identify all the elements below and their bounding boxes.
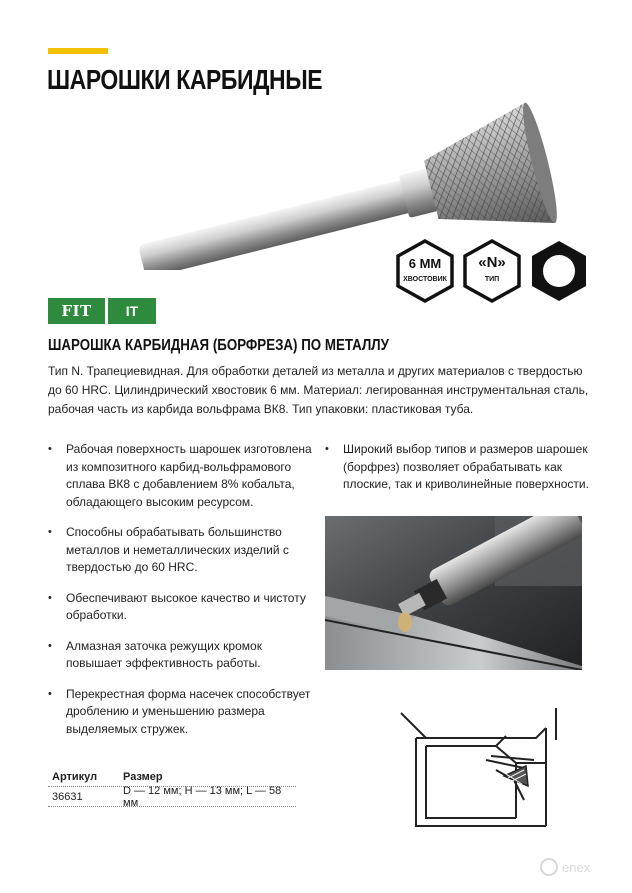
feature-item: • Широкий выбор типов и размеров шарошек (борфрез) позволяет обрабатывать как плоские, так и криволинейные поверхности. (325, 441, 595, 494)
spec-badges (394, 238, 592, 304)
feature-item: • Перекрестная форма насечек способствует дроблению и уменьшению размера выделяемых стружек. (48, 686, 313, 739)
product-description: Тип N. Трапециевидная. Для обработки деталей из металла и других материалов с твердостью до 60 HRC. Цилиндрический хвостовик 6 мм. Материал: легированная инструментальная сталь, рабочая часть из карбида вольфрама ВК8. Тип упаковки: пластиковая туба. (48, 364, 589, 416)
hex-shank-badge (528, 238, 590, 304)
table-header-size: Размер (123, 770, 163, 783)
page-title: ШАРОШКИ КАРБИДНЫЕ (47, 64, 323, 95)
technical-drawing (396, 708, 582, 834)
table-cell-size: D — 12 мм; H — 13 мм; L — 58 мм (123, 784, 282, 809)
specs-table (48, 767, 296, 807)
feature-item: • Способны обрабатывать большинство металлов и неметаллических изделий с твердостью до 60 HRC. (48, 524, 313, 577)
feature-item: • Алмазная заточка режущих кромок повышает эффективность работы. (48, 638, 313, 673)
shank-badge-value: 6 ММ (408, 256, 442, 271)
watermark-logo-icon (540, 858, 558, 876)
category-badge: IT (108, 298, 156, 324)
hex-socket-icon (528, 238, 590, 304)
watermark-text: enex (562, 859, 591, 875)
title-accent-bar (48, 48, 108, 54)
hexagon-outline-icon (394, 238, 456, 304)
shank-badge-label: ХВОСТОВИК (403, 276, 447, 283)
usage-photo (325, 516, 582, 670)
features-list-right (325, 441, 595, 494)
hexagon-outline-icon (461, 238, 523, 304)
table-cell-article: 36631 (52, 790, 83, 803)
feature-item: • Рабочая поверхность шарошек изготовлена из композитного карбид-вольфрамового сплава ВК8 с добавлением 8% кобальта, обладающего высоким ресурсом. (48, 441, 313, 511)
table-header-article: Артикул (52, 770, 98, 783)
features-list-left (48, 441, 313, 751)
brand-logo (48, 298, 156, 324)
watermark (540, 858, 590, 876)
table-row (48, 784, 296, 809)
type-badge-label: ТИП (484, 276, 500, 283)
fit-logo: FIT (48, 298, 105, 324)
type-badge-value: «N» (478, 254, 506, 271)
type-badge (461, 238, 523, 304)
shank-badge (394, 238, 456, 304)
feature-item: • Обеспечивают высокое качество и чистоту обработки. (48, 590, 313, 625)
product-heading: ШАРОШКА КАРБИДНАЯ (БОРФРЕЗА) ПО МЕТАЛЛУ (48, 337, 389, 354)
